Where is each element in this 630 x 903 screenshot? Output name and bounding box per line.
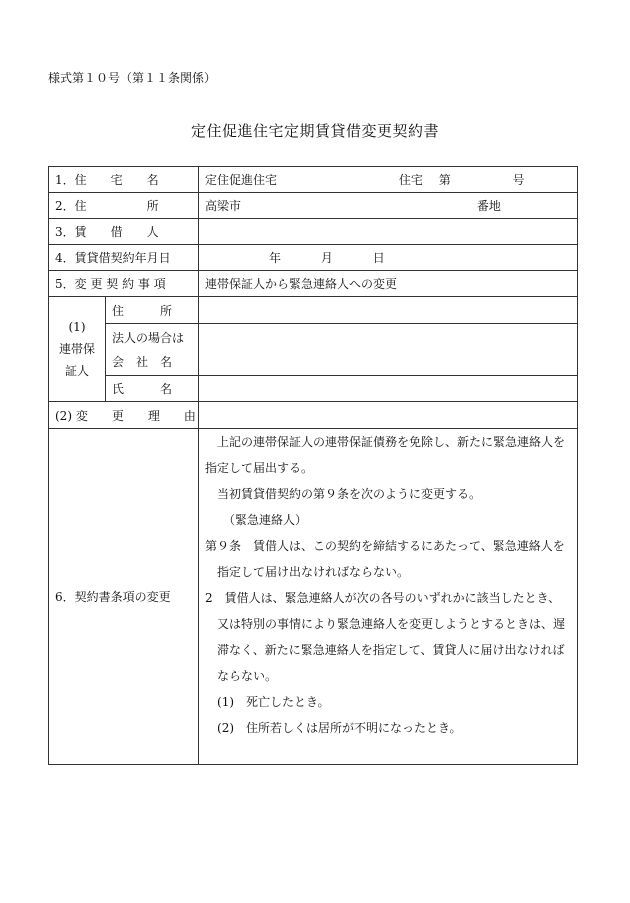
contract-form-table xyxy=(48,166,578,765)
house-name-value: 定住促進住宅 xyxy=(205,173,278,187)
house-suffix: 住宅 xyxy=(398,173,423,187)
guarantor-name-value-cell[interactable] xyxy=(199,376,578,402)
form-number: 様式第１０号（第１１条関係） xyxy=(48,71,217,85)
company-label-line2: 会 社 名 xyxy=(112,354,173,369)
guarantor-company-label xyxy=(106,324,199,376)
change-label: 5．変 更 契 約 事 項 xyxy=(49,271,199,297)
row-clause-change xyxy=(49,429,578,765)
guarantor-label-line2: 連帯保 xyxy=(58,342,95,356)
row-address xyxy=(49,193,578,219)
clause-label: 6．契約書条項の変更 xyxy=(49,429,199,765)
guarantor-address-value-cell[interactable] xyxy=(199,297,578,324)
address-suffix: 番地 xyxy=(476,199,501,213)
contract-date-label: 4．賃貸借契約年月日 xyxy=(49,245,199,271)
guarantor-label-line3: 証人 xyxy=(64,364,89,378)
contract-date-value-cell[interactable] xyxy=(199,245,578,271)
clause-item-1: (1) 死亡したとき。 xyxy=(217,695,330,709)
clause-paragraph-1: 上記の連帯保証人の連帯保証債務を免除し、新たに緊急連絡人を指定して届出する。 xyxy=(205,435,566,475)
address-value: 高梁市 xyxy=(205,199,242,213)
date-month-unit: 月 xyxy=(320,251,333,265)
house-name-value-cell[interactable] xyxy=(199,167,578,193)
house-name-label: 1．住 宅 名 xyxy=(49,167,199,193)
guarantor-label-num: (1) xyxy=(68,320,86,334)
row-guarantor-company xyxy=(49,324,578,376)
lessee-label: 3．賃 借 人 xyxy=(49,219,199,245)
clause-item-2: (2) 住所若しくは居所が不明になったとき。 xyxy=(217,721,462,735)
reason-value-cell[interactable] xyxy=(199,402,578,429)
row-contract-date xyxy=(49,245,578,271)
house-number-prefix: 第 xyxy=(438,173,451,187)
address-value-cell[interactable] xyxy=(199,193,578,219)
row-reason xyxy=(49,402,578,429)
date-day-unit: 日 xyxy=(372,251,385,265)
house-number-suffix: 号 xyxy=(512,173,525,187)
date-year-unit: 年 xyxy=(269,251,282,265)
guarantor-company-value-cell[interactable] xyxy=(199,324,578,376)
row-guarantor-address xyxy=(49,297,578,324)
reason-label: (2) 変 更 理 由 xyxy=(49,402,199,429)
guarantor-address-label: 住 所 xyxy=(106,297,199,324)
document-title: 定住促進住宅定期賃貸借変更契約書 xyxy=(190,122,439,140)
row-guarantor-name xyxy=(49,376,578,402)
row-change-item xyxy=(49,271,578,297)
clause-article-9: 第９条 賃借人は、この契約を締結するにあたって、緊急連絡人を指定して届け出なければならない。 xyxy=(205,539,565,579)
change-value: 連帯保証人から緊急連絡人への変更 xyxy=(199,271,578,297)
guarantor-name-label: 氏 名 xyxy=(106,376,199,402)
row-house-name xyxy=(49,167,578,193)
address-label: 2．住 所 xyxy=(49,193,199,219)
company-label-line1: 法人の場合は xyxy=(112,330,185,345)
clause-article-9-para-2: 2 賃借人は、緊急連絡人が次の各号のいずれかに該当したとき、又は特別の事情により緊急連絡人を変更しようとするときは、遅滞なく、新たに緊急連絡人を指定して、賃貸人に届け出なければならない。 xyxy=(205,591,566,683)
lessee-value-cell[interactable] xyxy=(199,219,578,245)
row-lessee xyxy=(49,219,578,245)
guarantor-label xyxy=(49,297,106,402)
clause-body xyxy=(199,429,578,765)
clause-heading: （緊急連絡人） xyxy=(223,513,308,527)
clause-paragraph-2: 当初賃貸借契約の第９条を次のように変更する。 xyxy=(217,487,482,501)
